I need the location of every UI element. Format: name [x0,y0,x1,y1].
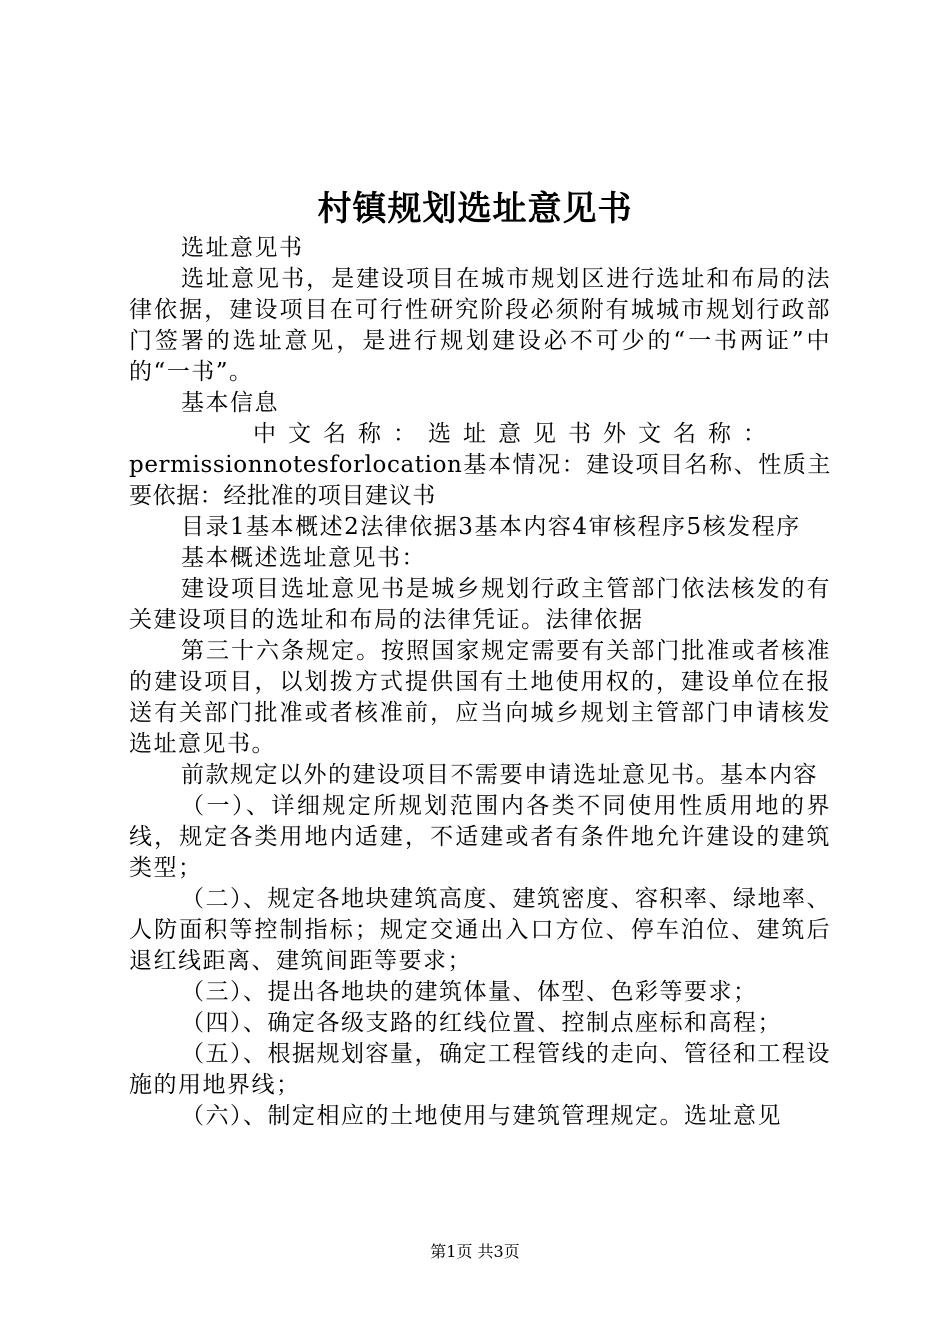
document-title: 村镇规划选址意见书 [317,189,633,229]
paragraph-item-3: （三）、提出各地块的建筑体量、体型、色彩等要求； [181,979,758,1005]
paragraph-item-6: （六）、制定相应的土地使用与建筑管理规定。选址意见 [181,1103,782,1129]
paragraph-heading-xzyjs: 选址意见书 [181,235,304,261]
paragraph-heading-basic-info: 基本信息 [181,390,279,416]
paragraph-overview: 建设项目选址意见书是城乡规划行政主管部门依法核发的有关建设项目的选址和布局的法律凭证。法律依据 [129,576,831,633]
paragraph-english-name: permissionnotesforlocation基本情况：建设项目名称、性质主要依据：经批准的项目建议书 [129,452,831,509]
paragraph-article-36: 第三十六条规定。按照国家规定需要有关部门批准或者核准的建设项目，以划拨方式提供国有土地使用权的，建设单位在报送有关部门批准或者核准前，应当向城乡规划主管部门申请核发选址意见书。 [129,638,831,757]
paragraph-names: 中文名称：选址意见书外文名称： [253,421,778,447]
paragraph-item-2: （二）、规定各地块建筑高度、建筑密度、容积率、绿地率、人防面积等控制指标；规定交通出入口方位、停车泊位、建筑后退红线距离、建筑间距等要求； [129,886,831,974]
paragraph-item-1: （一）、详细规定所规划范围内各类不同使用性质用地的界线，规定各类用地内适建，不适建或者有条件地允许建设的建筑类型； [129,793,831,881]
page-number-footer: 第1页 共3页 [430,1242,520,1261]
paragraph-definition: 选址意见书，是建设项目在城市规划区进行选址和布局的法律依据，建设项目在可行性研究阶段必须附有城城市规划行政部门签署的选址意见，是进行规划建设必不可少的“一书两证”中的“一书”。 [129,266,831,385]
paragraph-contents: 目录1基本概述2法律依据3基本内容4审核程序5核发程序 [181,514,801,540]
paragraph-item-5: （五）、根据规划容量，确定工程管线的走向、管径和工程设施的用地界线； [129,1041,831,1098]
paragraph-item-4: （四）、确定各级支路的红线位置、控制点座标和高程； [181,1010,782,1036]
paragraph-exception: 前款规定以外的建设项目不需要申请选址意见书。基本内容 [181,762,818,788]
paragraph-overview-heading: 基本概述选址意见书： [181,545,426,571]
document-body [129,233,831,1132]
